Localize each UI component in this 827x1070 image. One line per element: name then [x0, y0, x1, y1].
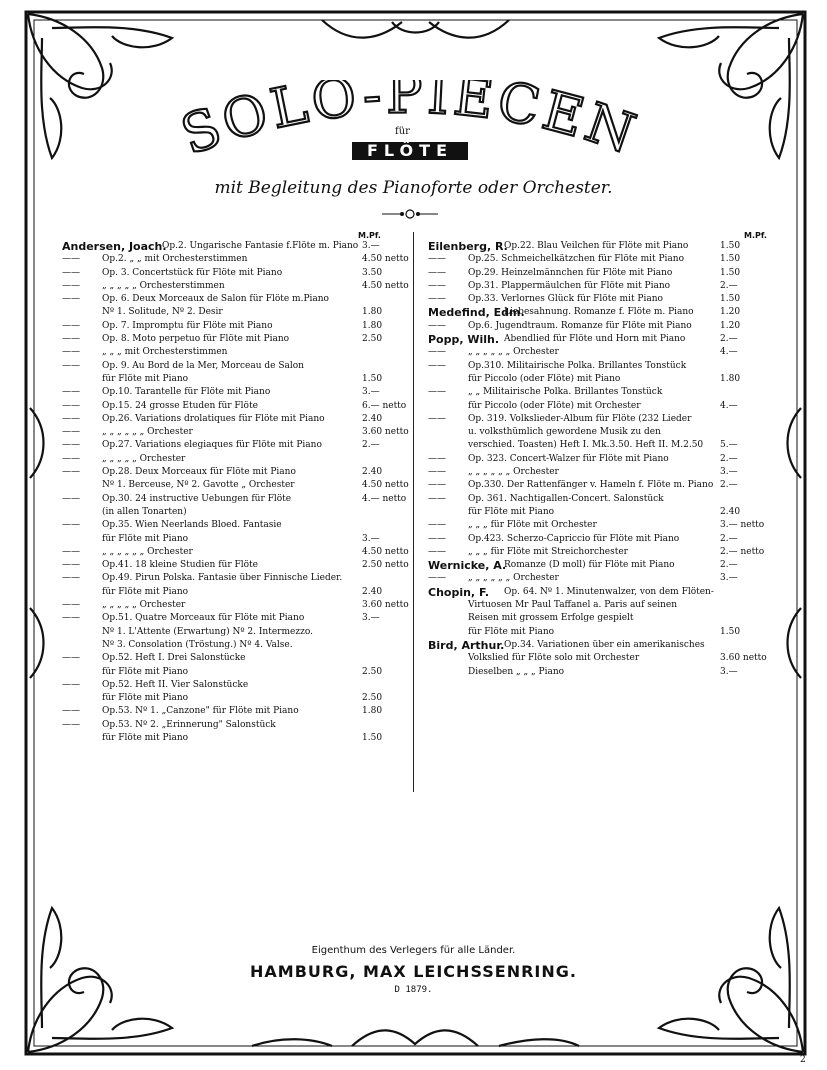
catalog-entry [428, 439, 773, 452]
price: 3.60 netto [362, 427, 409, 438]
work-title: Op.10. Tarantelle für Flöte mit Piano [102, 387, 271, 398]
right-catalog-column [428, 240, 773, 679]
catalog-entry [62, 612, 402, 625]
catalog-entry [62, 413, 402, 426]
work-title: Op.52. Heft I. Drei Salonstücke [102, 653, 246, 664]
catalog-entry [428, 253, 773, 266]
work-title: für Piccolo (oder Flöte) mit Piano [468, 373, 621, 384]
work-title: Nº 3. Consolation (Tröstung.) Nº 4. Valse. [102, 639, 293, 650]
catalog-entry [62, 519, 402, 532]
work-title: Op. 319. Volkslieder-Album für Flöte (232 Lieder [468, 413, 692, 424]
work-title: Op.29. Heinzelmännchen für Flöte mit Piano [468, 267, 673, 278]
ditto-mark: —— [428, 533, 446, 544]
composer-name: Chopin, F. [428, 585, 490, 599]
catalog-entry [428, 559, 773, 572]
catalog-entry [62, 559, 409, 572]
catalog-entry [428, 612, 773, 625]
ditto-mark: —— [62, 254, 80, 265]
work-title: Op.6. Jugendtraum. Romanze für Flöte mit Piano [468, 320, 692, 331]
work-title: „ „ „ „ „ Orchester [102, 453, 186, 464]
work-title: Dieselben „ „ „ Piano [468, 666, 565, 677]
ditto-mark: —— [428, 467, 446, 478]
work-title: Op.2. Ungarische Fantasie f.Flöte m. Piano [162, 241, 359, 251]
work-title: Op.15. 24 grosse Etuden für Flöte [102, 400, 258, 411]
work-title: „ „ „ für Flöte mit Streichorchester [468, 546, 628, 557]
ditto-mark: —— [428, 294, 446, 305]
work-title: für Flöte mit Piano [468, 626, 555, 637]
ditto-mark: —— [428, 254, 446, 265]
work-title: Op.22. Blau Veilchen für Flöte mit Piano [504, 241, 689, 251]
work-title: Op.53. Nº 1. „Canzone" für Flöte mit Piano [102, 706, 299, 717]
work-title: Op.423. Scherzo-Capriccio für Flöte mit Piano [468, 533, 680, 544]
catalog-entry [62, 599, 409, 612]
footer-rights: Eigenthum des Verlegers für alle Länder. [311, 945, 516, 956]
catalog-entry [428, 333, 773, 346]
work-title: Op.27. Variations elegiaques für Flöte mit Piano [102, 440, 322, 451]
page-number: 2 [800, 1055, 806, 1065]
price: 4.— netto [362, 493, 407, 504]
work-title: für Flöte mit Piano [102, 373, 189, 384]
catalog-entry [428, 346, 773, 359]
work-title: Op. 3. Concertstück für Flöte mit Piano [102, 267, 283, 278]
catalog-entry [428, 267, 773, 280]
work-title: Op.26. Variations drolatiques für Flöte mit Piano [102, 413, 325, 424]
price: 2.50 [362, 334, 383, 345]
work-title: Op. 8. Moto perpetuo für Flöte mit Piano [102, 334, 290, 345]
composer-name: Bird, Arthur. [428, 638, 505, 652]
ditto-mark: —— [62, 520, 80, 531]
work-title: Op.330. Der Rattenfänger v. Hameln f. Flöte m. Piano [468, 480, 714, 491]
catalog-entry [62, 679, 402, 692]
catalog-entry [62, 479, 409, 492]
catalog-entry [62, 267, 402, 280]
title-text: SOLO-PIECEN [173, 80, 647, 167]
work-title: Op. 7. Impromptu für Flöte mit Piano [102, 320, 273, 331]
catalog-entry [428, 652, 773, 665]
price: 3.— [720, 666, 738, 677]
ditto-mark: —— [62, 613, 80, 624]
price: 4.— [720, 400, 738, 411]
work-title: Abendlied für Flöte und Horn mit Piano [504, 334, 686, 345]
catalog-entry [62, 533, 402, 546]
ditto-mark: —— [62, 493, 80, 504]
price: 3.— [720, 573, 738, 584]
work-title: für Piccolo (oder Flöte) mit Orchester [468, 400, 641, 411]
price: 1.80 [362, 320, 383, 331]
price: 3.60 netto [720, 653, 767, 664]
catalog-entry [428, 426, 773, 439]
work-title: Op.34. Variationen über ein amerikanisches [504, 639, 705, 650]
price: 3.60 netto [362, 600, 409, 611]
left-price-header: M.Pf. [358, 231, 381, 240]
flourish-ornament [380, 205, 440, 217]
ditto-mark: —— [62, 280, 80, 291]
ditto-mark: —— [62, 334, 80, 345]
work-title: Virtuosen Mr Paul Taffanel a. Paris auf seinen [468, 600, 678, 611]
ditto-mark: —— [62, 600, 80, 611]
ditto-mark: —— [62, 294, 80, 305]
catalog-entry [428, 466, 773, 479]
price: 2.40 [362, 467, 383, 478]
price: 1.50 [720, 254, 741, 265]
ditto-mark: —— [428, 320, 446, 331]
catalog-entry [428, 293, 773, 306]
work-title: Liebesahnung. Romanze f. Flöte m. Piano [504, 307, 694, 318]
price: 2.40 [362, 586, 383, 597]
ditto-mark: —— [62, 467, 80, 478]
price: 4.50 netto [362, 254, 409, 265]
catalog-entry [428, 533, 773, 546]
catalog-entry [62, 253, 409, 266]
subtitle: mit Begleitung des Pianoforte oder Orchester. [214, 178, 613, 198]
ditto-mark: —— [428, 493, 446, 504]
footer-publisher: HAMBURG, MAX LEICHSSENRING. [250, 962, 577, 981]
catalog-entry [62, 320, 402, 333]
work-title: Nº 1. L'Attente (Erwartung) Nº 2. Intermezzo. [102, 626, 313, 637]
ditto-mark: —— [428, 546, 446, 557]
work-title: Op.33. Verlornes Glück für Flöte mit Piano [468, 294, 663, 305]
catalog-entry [428, 666, 773, 679]
ditto-mark: —— [62, 546, 80, 557]
work-title: Op.28. Deux Morceaux für Flöte mit Piano [102, 467, 296, 478]
work-title: „ „ „ „ „ „ Orchester [102, 427, 193, 438]
catalog-entry [62, 400, 407, 413]
work-title: Volkslied für Flöte solo mit Orchester [468, 653, 640, 664]
price: 4.— [720, 347, 738, 358]
composer-name: Wernicke, A. [428, 559, 507, 573]
catalog-entry [62, 639, 402, 652]
catalog-entry [62, 705, 402, 718]
ditto-mark: —— [428, 347, 446, 358]
price: 3.— [362, 533, 380, 544]
catalog-entry [62, 466, 402, 479]
catalog-entry [428, 493, 773, 506]
catalog-entry [428, 386, 773, 399]
ditto-mark: —— [428, 520, 446, 531]
work-title: „ „ „ mit Orchesterstimmen [102, 347, 228, 358]
catalog-entry [428, 360, 773, 373]
work-title: Op.49. Pirun Polska. Fantasie über Finnische Lieder. [102, 573, 343, 584]
catalog-entry [62, 546, 409, 559]
work-title: Op.30. 24 instructive Uebungen für Flöte [102, 493, 292, 504]
price: 4.50 netto [362, 280, 409, 291]
price: 1.80 [362, 307, 383, 318]
ditto-mark: —— [428, 280, 446, 291]
catalog-entry [428, 506, 773, 519]
ditto-mark: —— [428, 387, 446, 398]
price: 1.50 [362, 732, 383, 743]
ditto-mark: —— [62, 653, 80, 664]
catalog-entry [62, 373, 402, 386]
catalog-entry [428, 373, 773, 386]
work-title: (in allen Tonarten) [102, 506, 187, 517]
work-title: „ „ „ „ „ „ Orchester [468, 467, 559, 478]
work-title: „ „ „ „ „ Orchester [102, 600, 186, 611]
work-title: für Flöte mit Piano [102, 732, 189, 743]
composer-name: Medefind, Edm. [428, 306, 525, 320]
price: 1.20 [720, 320, 741, 331]
catalog-entry [62, 732, 402, 745]
catalog-entry [428, 572, 773, 585]
work-title: „ „ „ für Flöte mit Orchester [468, 520, 597, 531]
catalog-entry [428, 280, 773, 293]
catalog-entry [62, 493, 407, 506]
price: 4.50 netto [362, 480, 409, 491]
work-title: Op.25. Schmeichelkätzchen für Flöte mit Piano [468, 254, 684, 265]
catalog-entry [428, 639, 773, 652]
work-title: „ „ Militairische Polka. Brillantes Tonstück [468, 387, 663, 398]
work-title: Op. 64. Nº 1. Minutenwalzer, von dem Flöten- [504, 586, 714, 597]
price: 2.50 [362, 666, 383, 677]
ditto-mark: —— [62, 400, 80, 411]
catalog-entry [62, 453, 402, 466]
catalog-entry [62, 280, 409, 293]
price: 1.80 [720, 373, 741, 384]
price: 1.50 [720, 294, 741, 305]
ditto-mark: —— [62, 560, 80, 571]
ditto-mark: —— [62, 387, 80, 398]
price: 2.— [720, 280, 738, 291]
ditto-mark: —— [428, 267, 446, 278]
price: 4.50 netto [362, 546, 409, 557]
work-title: Op.2. „ „ mit Orchesterstimmen [102, 254, 248, 265]
ditto-mark: —— [62, 706, 80, 717]
ditto-mark: —— [62, 267, 80, 278]
work-title: Reisen mit grossem Erfolge gespielt [468, 613, 634, 624]
catalog-entry [62, 719, 402, 732]
work-title: für Flöte mit Piano [102, 666, 189, 677]
price: 3.— netto [720, 520, 765, 531]
for-label: für [395, 126, 410, 137]
catalog-entry [62, 586, 402, 599]
ditto-mark: —— [62, 573, 80, 584]
catalog-entry [428, 400, 773, 413]
ditto-mark: —— [62, 360, 80, 371]
catalog-entry [428, 599, 773, 612]
left-catalog-column [62, 240, 409, 745]
price: 2.50 netto [362, 560, 409, 571]
footer-plate-number: D 1879. [394, 985, 433, 995]
ditto-mark: —— [62, 453, 80, 464]
work-title: Nº 1. Solitude, Nº 2. Desir [102, 307, 223, 318]
catalog-entry [62, 652, 402, 665]
catalog-entry [62, 626, 402, 639]
ditto-mark: —— [62, 320, 80, 331]
composer-name: Popp, Wilh. [428, 333, 500, 347]
work-title: für Flöte mit Piano [102, 533, 189, 544]
ditto-mark: —— [428, 360, 446, 371]
price: 2.40 [362, 413, 383, 424]
catalog-entry [428, 546, 773, 559]
price: 3.— [362, 241, 380, 251]
catalog-entry [428, 240, 773, 253]
work-title: verschied. Toasten) Heft I. Mk.3.50. Heft II. M.2.50 [468, 440, 704, 451]
work-title: „ „ „ „ „ Orchesterstimmen [102, 280, 225, 291]
work-title: für Flöte mit Piano [102, 586, 189, 597]
work-title: Op.41. 18 kleine Studien für Flöte [102, 560, 258, 571]
right-price-header: M.Pf. [744, 231, 767, 240]
catalog-entry [62, 360, 402, 373]
price: 1.80 [362, 706, 383, 717]
price: 3.— [362, 613, 380, 624]
catalog-entry [62, 666, 402, 679]
price: 1.50 [720, 267, 741, 278]
composer-name: Andersen, Joach. [62, 240, 167, 253]
work-title: Romanze (D moll) für Flöte mit Piano [504, 560, 675, 571]
work-title: Nº 1. Berceuse, Nº 2. Gavotte „ Orchester [102, 480, 295, 491]
ditto-mark: —— [428, 413, 446, 424]
price: 1.50 [720, 241, 741, 251]
catalog-entry [428, 626, 773, 639]
catalog-entry [62, 386, 402, 399]
catalog-entry [428, 586, 773, 599]
price: 1.50 [720, 626, 741, 637]
catalog-entry [62, 692, 402, 705]
price: 1.20 [720, 307, 741, 318]
composer-name: Eilenberg, R. [428, 240, 508, 253]
price: 2.— [362, 440, 380, 451]
ditto-mark: —— [62, 679, 80, 690]
work-title: Op. 6. Deux Morceaux de Salon für Flöte m.Piano [102, 294, 329, 305]
catalog-entry [62, 240, 402, 253]
work-title: für Flöte mit Piano [468, 506, 555, 517]
ditto-mark: —— [62, 719, 80, 730]
work-title: Op.52. Heft II. Vier Salonstücke [102, 679, 249, 690]
price: 3.— [362, 387, 380, 398]
ditto-mark: —— [428, 480, 446, 491]
ditto-mark: —— [62, 413, 80, 424]
catalog-entry [428, 413, 773, 426]
catalog-entry [62, 439, 402, 452]
ditto-mark: —— [62, 347, 80, 358]
work-title: Op.310. Militairische Polka. Brillantes Tonstück [468, 360, 687, 371]
work-title: u. volksthümlich gewordene Musik zu den [468, 427, 661, 438]
catalog-entry [62, 346, 402, 359]
price: 2.— [720, 453, 738, 464]
instrument-banner: FLÖTE [352, 142, 468, 160]
catalog-entry [62, 506, 402, 519]
ditto-mark: —— [62, 427, 80, 438]
work-title: für Flöte mit Piano [102, 693, 189, 704]
ditto-mark: —— [428, 573, 446, 584]
catalog-entry [62, 426, 409, 439]
catalog-entry [62, 293, 402, 306]
price: 5.— [720, 440, 738, 451]
work-title: „ „ „ „ „ „ Orchester [468, 347, 559, 358]
work-title: Op. 9. Au Bord de la Mer, Morceau de Salon [102, 360, 304, 371]
work-title: Op. 323. Concert-Walzer für Flöte mit Piano [468, 453, 669, 464]
catalog-entry [428, 479, 773, 492]
catalog-entry [62, 572, 402, 585]
price: 3.50 [362, 267, 383, 278]
price: 2.40 [720, 506, 741, 517]
catalog-entry [62, 306, 402, 319]
catalog-entry [428, 519, 773, 532]
work-title: Op. 361. Nachtigallen-Concert. Salonstück [468, 493, 664, 504]
price: 6.— netto [362, 400, 407, 411]
column-divider [413, 232, 414, 792]
work-title: „ „ „ „ „ „ Orchester [102, 546, 193, 557]
work-title: Op.51. Quatre Morceaux für Flöte mit Piano [102, 613, 305, 624]
catalog-entry [428, 306, 773, 319]
ditto-mark: —— [428, 453, 446, 464]
work-title: Op.31. Plappermäulchen für Flöte mit Piano [468, 280, 671, 291]
catalog-entry [62, 333, 402, 346]
catalog-entry [428, 453, 773, 466]
price: 2.— netto [720, 546, 765, 557]
price: 2.50 [362, 693, 383, 704]
catalog-entry [428, 320, 773, 333]
price: 2.— [720, 533, 738, 544]
work-title: Op.53. Nº 2. „Erinnerung" Salonstück [102, 719, 276, 730]
price: 1.50 [362, 373, 383, 384]
price: 2.— [720, 334, 738, 345]
ditto-mark: —— [62, 440, 80, 451]
work-title: Op.35. Wien Neerlands Bloed. Fantasie [102, 520, 282, 531]
work-title: „ „ „ „ „ „ Orchester [468, 573, 559, 584]
price: 2.— [720, 480, 738, 491]
price: 2.— [720, 560, 738, 571]
price: 3.— [720, 467, 738, 478]
